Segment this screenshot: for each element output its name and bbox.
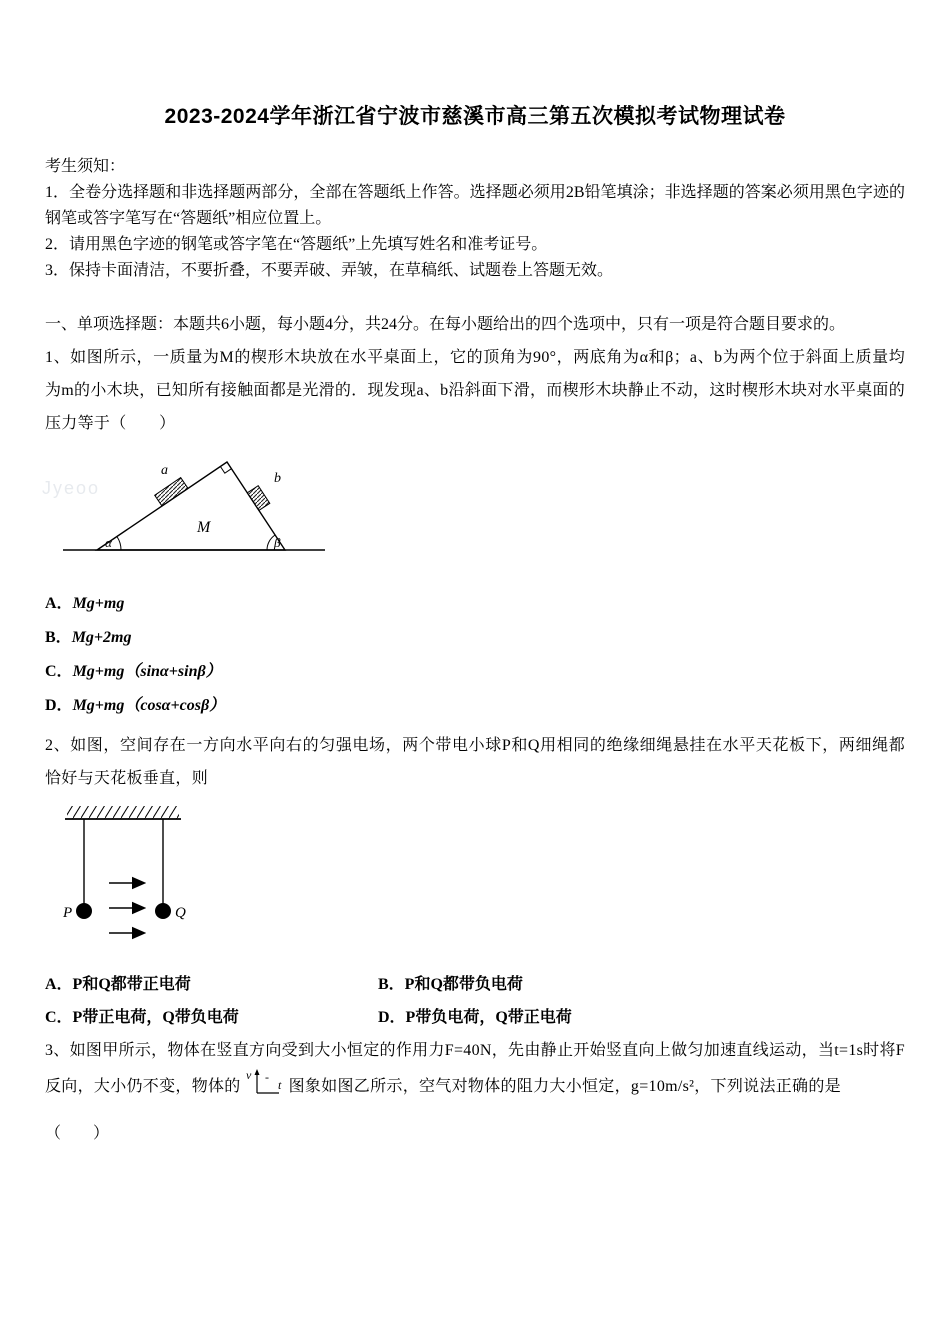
block-a <box>155 478 188 506</box>
option-a: A．P和Q都带正电荷 <box>45 976 191 993</box>
label-v: v <box>245 1068 252 1082</box>
section-heading: 一、单项选择题：本题共6小题，每小题4分，共24分。在每小题给出的四个选项中，只有一项是符合题目要求的。 <box>45 316 846 333</box>
option-formula: Mg+mg（cosα+cosβ） <box>72 697 226 714</box>
label-t: t <box>277 1078 282 1092</box>
block-b <box>247 486 269 511</box>
label-block-b: b <box>274 471 281 486</box>
question-1-figure <box>57 450 905 573</box>
label-alpha: α <box>105 535 112 550</box>
question-3-text-after: 图象如图乙所示，空气对物体的阻力大小恒定，g=10m/s²，下列说法正确的是 <box>288 1078 841 1095</box>
question-2-text: 2、如图，空间存在一方向水平向右的匀强电场，两个带电小球P和Q用相同的绝缘细绳悬挂在水平天花板下，两细绳都恰好与天花板垂直，则 <box>45 737 905 787</box>
right-angle-mark <box>220 467 231 474</box>
label-wedge-mass: M <box>197 519 211 536</box>
ball-q <box>155 903 171 919</box>
ball-p <box>76 903 92 919</box>
notice-heading: 考生须知： <box>45 158 126 175</box>
option-label: D． <box>45 697 73 714</box>
question-3-answer-bracket: （ ） <box>45 1125 110 1142</box>
question-3-text-before: 3、如图甲所示，物体在竖直方向受到大小恒定的作用力F=40N，先由静止开始竖直向上做匀加速直线运动，当t=1s时将F反向，大小仍不变，物体的 <box>45 1042 905 1095</box>
notice-item: 2．请用黑色字迹的钢笔或答字笔在“答题纸”上先填写姓名和准考证号。 <box>45 236 548 253</box>
pendulum-field-diagram <box>57 805 257 953</box>
wedge-diagram <box>57 450 337 568</box>
option-c: C．P带正电荷，Q带负电荷 <box>45 1009 239 1026</box>
question-1-options <box>45 587 905 723</box>
question-2-options <box>45 968 905 1034</box>
option-b: B．P和Q都带负电荷 <box>378 976 523 993</box>
notice-item: 1．全卷分选择题和非选择题两部分，全部在答题纸上作答。选择题必须用2B铅笔填涂；非选择题的答案必须用黑色字迹的钢笔或答字笔写在“答题纸”相应位置上。 <box>45 184 905 227</box>
option-label: A． <box>45 595 73 612</box>
label-block-a: a <box>161 463 168 478</box>
option-c <box>45 655 905 689</box>
question-1-text: 1、如图所示，一质量为M的楔形木块放在水平桌面上，它的顶角为90°，两底角为α和β；a、b为两个位于斜面上质量均为m的小木块，已知所有接触面都是光滑的．现发现a、b沿斜面下滑，而楔形木块静止不动，这时楔形木块对水平桌面的压力等于（ ） <box>45 349 905 432</box>
label-ball-q: Q <box>175 905 186 921</box>
candidate-notice <box>45 154 905 284</box>
option-label: B． <box>45 629 72 646</box>
v-t-axes-icon <box>245 1067 285 1097</box>
option-formula: Mg+mg <box>72 595 125 612</box>
label-ball-p: P <box>63 905 73 921</box>
question-3-text <box>45 1034 905 1103</box>
option-d: D．P带负电荷，Q带正电荷 <box>378 1009 572 1026</box>
watermark: Jyeoo <box>42 478 101 498</box>
option-a <box>45 587 905 621</box>
notice-item: 3．保持卡面清洁，不要折叠，不要弄破、弄皱，在草稿纸、试题卷上答题无效。 <box>45 262 614 279</box>
option-d <box>45 689 905 723</box>
page-title: 2023-2024学年浙江省宁波市慈溪市高三第五次模拟考试物理试卷 <box>164 105 786 128</box>
option-b <box>45 621 905 655</box>
option-label: C． <box>45 663 73 680</box>
label-beta: β <box>274 535 281 550</box>
dash-glyph: - <box>264 1070 269 1084</box>
alpha-arc <box>117 537 121 551</box>
question-2-figure <box>57 805 905 958</box>
option-formula: Mg+mg（sinα+sinβ） <box>72 663 222 680</box>
ceiling-hatch <box>67 806 179 819</box>
option-formula: Mg+2mg <box>71 629 132 646</box>
